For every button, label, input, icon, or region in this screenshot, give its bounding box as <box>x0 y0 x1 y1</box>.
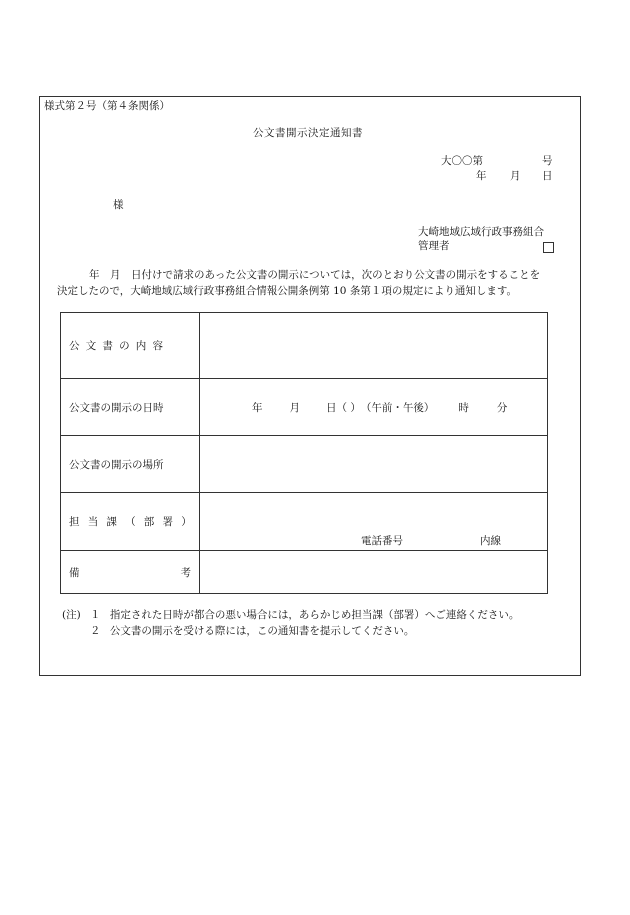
note-item-1 <box>62 607 519 623</box>
dt-month: 月 <box>289 401 300 414</box>
remarks-label <box>69 565 199 580</box>
seal-box <box>543 242 554 253</box>
table-row <box>61 379 548 436</box>
notes-section <box>62 607 519 639</box>
dt-year: 年 <box>252 401 263 414</box>
table-row <box>61 551 548 594</box>
content-label-cell <box>61 313 200 379</box>
note-text: 公文書の開示を受ける際には，この通知書を提示してください。 <box>109 625 415 637</box>
remarks-value-cell <box>200 551 548 594</box>
date-day: 日 <box>542 170 553 182</box>
date-year: 年 <box>476 170 487 182</box>
place-label: 公文書の開示の場所 <box>69 458 164 471</box>
body-paragraph <box>57 267 577 299</box>
note-number: １ <box>90 609 101 621</box>
content-label: 公文書の内容 <box>69 340 170 352</box>
datetime-label: 公文書の開示の日時 <box>69 401 164 414</box>
note-number: ２ <box>90 625 101 637</box>
seal-icon <box>541 241 554 255</box>
note-item-2 <box>62 623 519 639</box>
doc-number-suffix: 号 <box>542 155 553 167</box>
section-value-cell <box>200 493 548 551</box>
date-month: 月 <box>510 170 521 182</box>
datetime-label-cell <box>61 379 200 436</box>
doc-number-prefix: 大〇〇第 <box>441 155 483 167</box>
dt-hour: 時 <box>458 401 469 414</box>
table-row <box>61 493 548 551</box>
dt-day: 日（ ） <box>326 401 361 414</box>
dt-ampm: （午前・午後） <box>360 401 435 414</box>
place-label-cell <box>61 436 200 493</box>
phone-label: 電話番号 <box>361 535 403 547</box>
dt-minute: 分 <box>496 401 508 414</box>
note-text: 指定された日時が都合の悪い場合には，あらかじめ担当課（部署）へご連絡ください。 <box>109 609 520 621</box>
addressee-suffix: 様 <box>113 199 124 211</box>
body-line-2: 決定したので，大崎地域広域行政事務組合情報公開条例第 10 条第１項の規定により通知します。 <box>57 285 517 297</box>
datetime-value <box>200 400 547 415</box>
content-value-cell <box>200 313 548 379</box>
remarks-label-cell <box>61 551 200 594</box>
body-line-1: 年 月 日付けで請求のあった公文書の開示については，次のとおり公文書の開示をすることを <box>89 269 541 281</box>
remarks-label-left: 備 <box>69 566 80 579</box>
sender-role: 管理者 <box>418 240 450 252</box>
section-label-cell <box>61 493 200 551</box>
place-value-cell <box>200 436 548 493</box>
disclosure-info-table <box>60 312 548 594</box>
sender-org: 大崎地域広域行政事務組合 <box>418 226 544 238</box>
remarks-label-right: 考 <box>180 566 191 579</box>
form-id: 様式第２号（第４条関係） <box>44 100 170 112</box>
extension-label: 内線 <box>480 535 501 547</box>
table-row <box>61 313 548 379</box>
document-title: 公文書開示決定通知書 <box>253 127 363 139</box>
section-label: 担当課（部署） <box>69 516 200 528</box>
datetime-value-cell <box>200 379 548 436</box>
table-row <box>61 436 548 493</box>
notes-prefix: (注) <box>62 609 81 621</box>
